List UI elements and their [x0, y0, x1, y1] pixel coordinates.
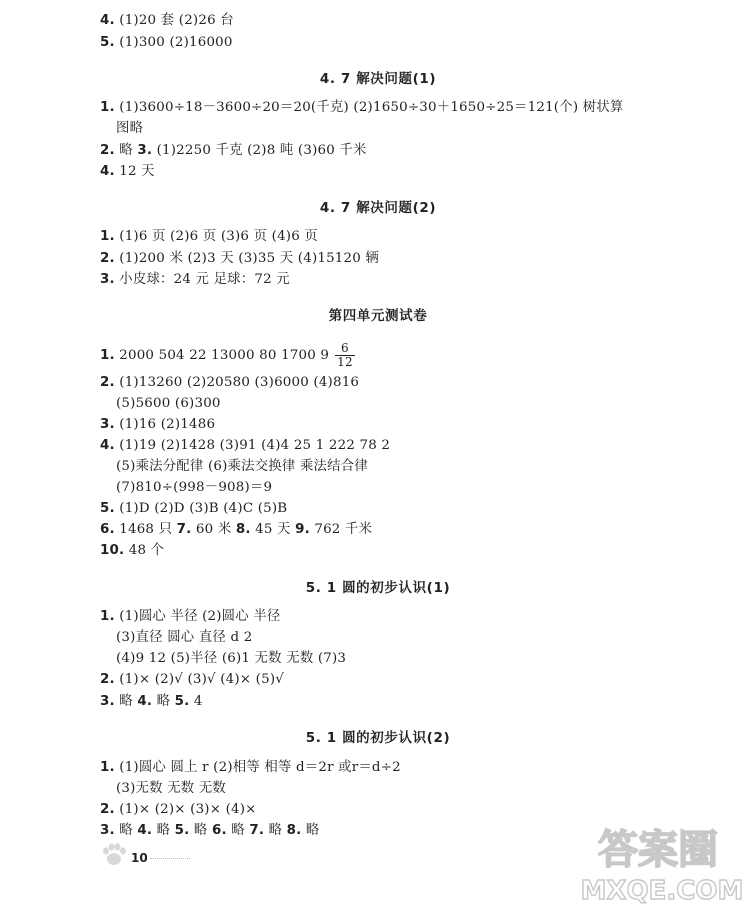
- question-number: 1.: [100, 229, 115, 244]
- answer-text: (1)19 (2)1428 (3)91 (4)4 25 1 222 78 2: [114, 438, 391, 453]
- question-number: 9.: [295, 522, 310, 537]
- answer-text: (5)5600 (6)300: [116, 396, 221, 411]
- answer-line: [100, 608, 281, 626]
- answer-text: (1)13260 (2)20580 (3)6000 (4)816: [114, 375, 360, 390]
- answer-text: 60 米: [191, 522, 236, 537]
- answer-text: 1468 只: [114, 522, 177, 537]
- answer-line: [100, 822, 320, 840]
- answer-text: 小皮球：24 元 足球：72 元: [114, 272, 290, 287]
- answer-line: [116, 780, 226, 798]
- section-heading: 第四单元测试卷: [328, 308, 428, 324]
- answer-line: [100, 759, 401, 777]
- question-number: 10.: [100, 543, 125, 558]
- question-number: 2.: [100, 143, 115, 158]
- question-number: 3.: [137, 143, 153, 158]
- answer-line: [116, 629, 252, 647]
- answer-line: [116, 458, 368, 476]
- answer-text: (4)9 12 (5)半径 (6)1 无数 无数 (7)3: [116, 651, 347, 666]
- answer-text: (1)20 套 (2)26 台: [114, 13, 234, 28]
- question-number: 4.: [137, 823, 153, 838]
- question-number: 3.: [100, 694, 115, 709]
- answer-line: [100, 250, 379, 268]
- fraction-denominator: 12: [337, 355, 353, 369]
- answer-text: 12 天: [114, 164, 155, 179]
- answer-text: (1)D (2)D (3)B (4)C (5)B: [114, 501, 288, 516]
- answer-text: (1)× (2)× (3)× (4)×: [114, 802, 257, 817]
- answer-text: 略: [114, 823, 138, 838]
- answer-line: [116, 479, 272, 497]
- answer-line: [100, 416, 215, 434]
- question-number: 4.: [137, 694, 153, 709]
- answer-line: [100, 437, 390, 455]
- answer-text: (1)× (2)√ (3)√ (4)× (5)√: [114, 672, 284, 687]
- answer-text: 45 天: [250, 522, 296, 537]
- question-number: 8.: [235, 522, 251, 537]
- question-number: 6.: [211, 823, 227, 838]
- answer-line: [100, 542, 164, 560]
- page-number: 10: [131, 851, 148, 865]
- question-number: 2.: [100, 375, 115, 390]
- question-number: 1.: [100, 100, 115, 115]
- answer-line: [100, 801, 257, 819]
- answer-text: 2000 504 22 13000 80 1700 9: [114, 348, 330, 363]
- answer-line: [100, 34, 233, 52]
- section-heading: 4. 7 解决问题(2): [319, 200, 437, 216]
- answer-text: 略: [114, 143, 138, 158]
- answer-line: [116, 395, 221, 413]
- answer-text: (1)200 米 (2)3 天 (3)35 天 (4)15120 辆: [114, 251, 380, 266]
- answer-text: (1)6 页 (2)6 页 (3)6 页 (4)6 页: [114, 229, 318, 244]
- answer-text: (1)圆心 半径 (2)圆心 半径: [114, 609, 281, 624]
- fraction-numerator: 6: [335, 342, 355, 356]
- answer-line: [100, 99, 623, 117]
- answer-text: 略: [114, 694, 138, 709]
- answer-text: 略: [189, 823, 212, 838]
- answer-line: [100, 374, 359, 392]
- question-number: 5.: [174, 823, 190, 838]
- answer-text: (5)乘法分配律 (6)乘法交换律 乘法结合律: [116, 459, 368, 474]
- question-number: 1.: [100, 609, 115, 624]
- question-number: 2.: [100, 802, 115, 817]
- answer-line: [100, 12, 234, 30]
- answer-text: (3)无数 无数 无数: [116, 781, 227, 796]
- question-number: 1.: [100, 760, 115, 775]
- answer-text: 图略: [116, 121, 144, 136]
- answer-line: [100, 521, 372, 539]
- footer-divider: [150, 858, 190, 859]
- question-number: 6.: [100, 522, 115, 537]
- question-number: 4.: [100, 164, 115, 179]
- answer-line: [100, 500, 287, 518]
- question-number: 3.: [100, 823, 115, 838]
- answer-text: (1)300 (2)16000: [114, 35, 233, 50]
- watermark-title: 答案圈: [598, 827, 718, 873]
- question-number: 4.: [100, 13, 115, 28]
- question-number: 1.: [100, 348, 115, 363]
- section-heading: 5. 1 圆的初步认识(2): [305, 730, 451, 746]
- answer-line: [100, 271, 290, 289]
- answer-line: [100, 693, 203, 711]
- answer-line: [116, 120, 143, 138]
- answer-text: 略: [152, 823, 175, 838]
- answer-text: (1)3600÷18－3600÷20＝20(千克) (2)1650÷30＋1650÷25＝121(个) 树状算: [114, 100, 624, 115]
- answer-text: 4: [189, 694, 203, 709]
- question-number: 4.: [100, 438, 115, 453]
- question-number: 7.: [176, 522, 192, 537]
- answer-line: [100, 671, 284, 689]
- section-heading: 4. 7 解决问题(1): [319, 71, 437, 87]
- answer-text: 略: [301, 823, 320, 838]
- fraction: [335, 342, 355, 369]
- question-number: 2.: [100, 672, 115, 687]
- answer-line: [100, 342, 355, 369]
- question-number: 3.: [100, 272, 115, 287]
- answer-text: (1)16 (2)1486: [114, 417, 216, 432]
- answer-text: 略: [264, 823, 287, 838]
- answer-text: 略: [226, 823, 250, 838]
- answer-text: 略: [152, 694, 175, 709]
- answer-text: (1)圆心 圆上 r (2)相等 相等 d＝2r 或r＝d÷2: [114, 760, 401, 775]
- section-heading: 5. 1 圆的初步认识(1): [305, 580, 451, 596]
- answer-line: [100, 142, 367, 160]
- question-number: 7.: [249, 823, 265, 838]
- watermark-domain: MXQE.COM: [580, 876, 744, 906]
- answer-line: [100, 163, 155, 181]
- paw-print-icon: [100, 842, 128, 868]
- answer-text: (7)810÷(998－908)＝9: [116, 480, 273, 495]
- answer-line: [100, 228, 318, 246]
- answer-text: (3)直径 圆心 直径 d 2: [116, 630, 253, 645]
- question-number: 5.: [100, 501, 115, 516]
- question-number: 5.: [174, 694, 190, 709]
- question-number: 5.: [100, 35, 115, 50]
- answer-text: 48 个: [124, 543, 165, 558]
- answer-line: [116, 650, 346, 668]
- question-number: 8.: [286, 823, 302, 838]
- answer-text: 762 千米: [309, 522, 373, 537]
- answer-text: (1)2250 千克 (2)8 吨 (3)60 千米: [152, 143, 367, 158]
- watermark-logo: [570, 817, 750, 907]
- question-number: 2.: [100, 251, 115, 266]
- question-number: 3.: [100, 417, 115, 432]
